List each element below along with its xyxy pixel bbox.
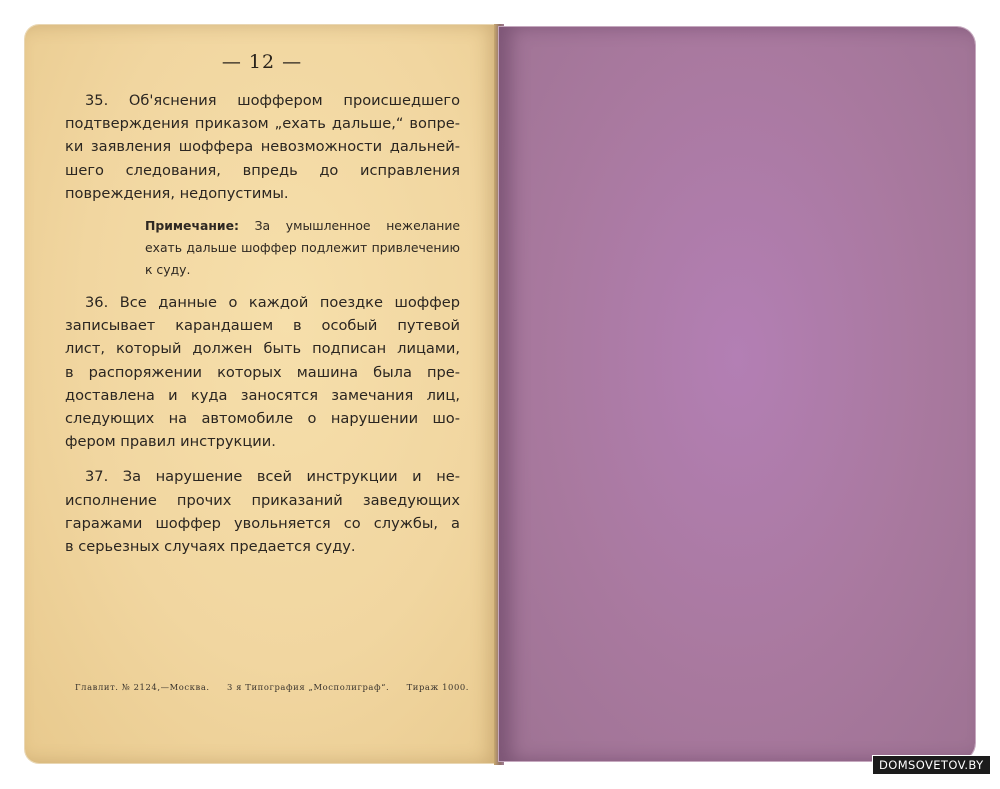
paragraph-36	[65, 291, 460, 453]
text-line: ки заявления шоффера невозможности дальней-	[65, 138, 460, 156]
page-number: — 12 —	[221, 51, 303, 73]
paragraph-37	[65, 465, 460, 558]
text-line: подтверждения приказом „ехать дальше,“ вопре-	[65, 115, 460, 133]
text-line: следующих на автомобиле о нарушении шо-	[65, 410, 460, 428]
imprint-censor: Главлит. № 2124,—Москва.	[75, 682, 210, 692]
back-cover	[499, 27, 975, 761]
text-line: доставлена и куда заносятся замечания лиц,	[65, 386, 460, 404]
imprint-print-run: Тираж 1000.	[406, 682, 470, 692]
text-line: записывает карандашем в особый путевой	[65, 317, 460, 335]
note-label: Примечание:	[145, 218, 239, 234]
text-line: исполнение прочих приказаний заведующих	[65, 491, 460, 509]
site-watermark: DOMSOVETOV.BY	[872, 755, 991, 775]
text-line: шего следования, впредь до исправления	[65, 161, 460, 179]
imprint	[75, 682, 475, 692]
text-line: 35. Об'яснения шоффером происшедшего	[85, 92, 460, 109]
left-page	[25, 25, 499, 763]
paragraph-35	[65, 89, 460, 205]
text-line: За умышленное нежелание	[238, 218, 460, 234]
note	[145, 215, 460, 281]
text-line: ехать дальше шоффер подлежит привлечению	[145, 240, 460, 256]
text-line: повреждения, недопустимы.	[65, 184, 289, 202]
text-line: лист, который должен быть подписан лицами,	[65, 340, 460, 358]
text-line: к суду.	[145, 262, 191, 278]
text-line: в распоряжении которых машина была пре-	[65, 363, 460, 381]
text-line: в серьезных случаях предается суду.	[65, 538, 356, 556]
text-line: 36. Все данные о каждой поездке шоффер	[85, 294, 460, 312]
page-text	[65, 89, 460, 558]
text-line: фером правил инструкции.	[65, 433, 276, 451]
text-line: 37. За нарушение всей инструкции и не-	[85, 468, 460, 486]
imprint-printer: 3 я Типография „Мосполиграф“.	[226, 682, 390, 692]
text-line: гаражами шоффер увольняется со службы, а	[65, 514, 460, 532]
